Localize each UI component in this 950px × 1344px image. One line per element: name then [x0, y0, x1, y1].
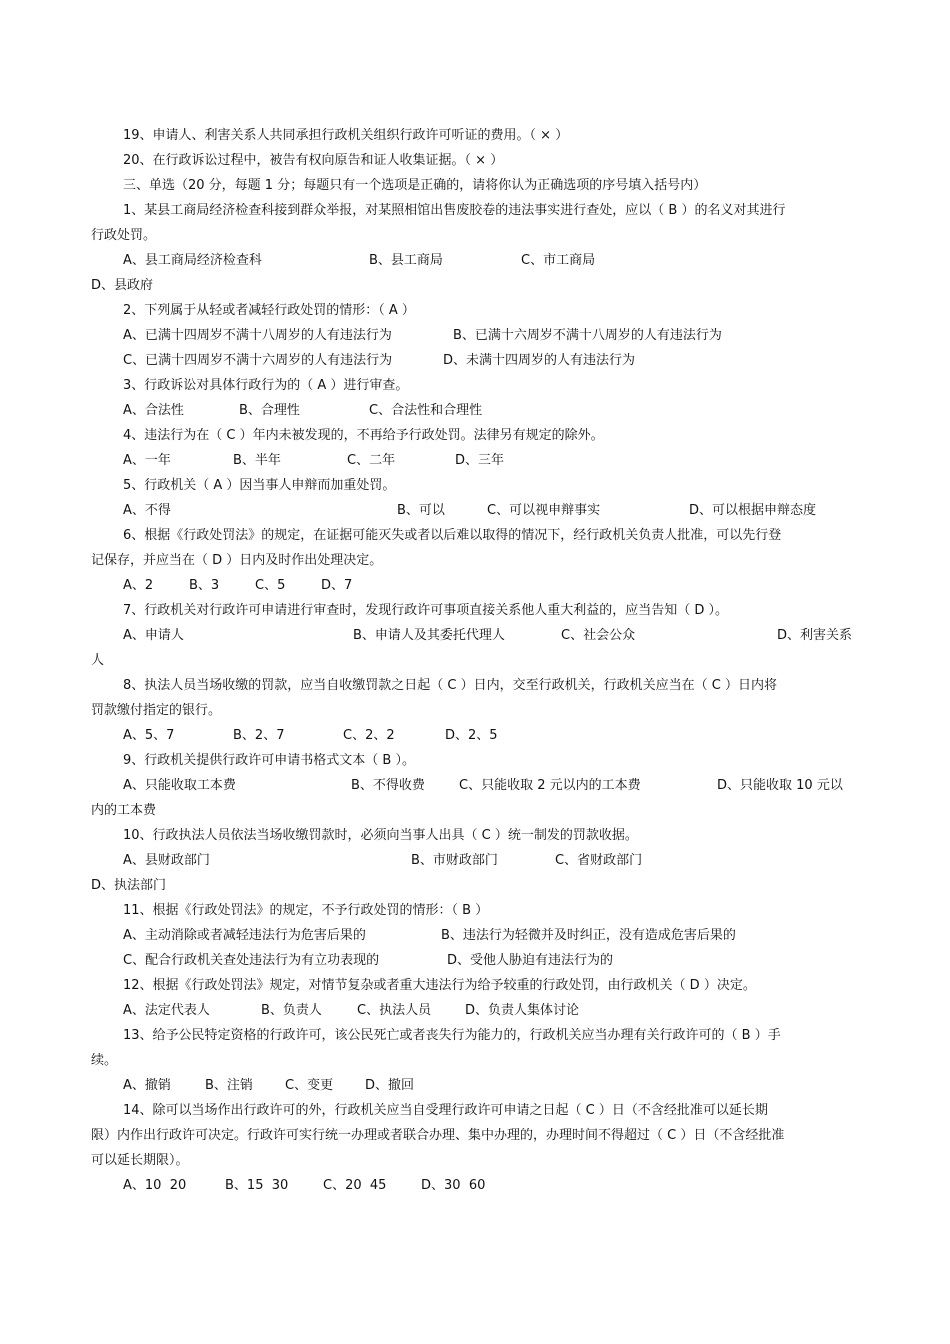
text-line: D、可以根据申辩态度	[689, 503, 817, 518]
text-line: 罚款缴付指定的银行。	[91, 703, 222, 718]
text-line: C、20 45	[323, 1178, 387, 1193]
text-line: A、已满十四周岁不满十八周岁的人有违法行为	[123, 328, 392, 343]
text-line: 2、下列属于从轻或者减轻行政处罚的情形：（ A ）	[123, 303, 415, 318]
text-line: A、县财政部门	[123, 853, 210, 868]
text-line: 9、行政机关提供行政许可申请书格式文本（ B ）。	[123, 753, 415, 768]
text-line: A、主动消除或者减轻违法行为危害后果的	[123, 928, 366, 943]
text-line: 可以延长期限）。	[91, 1153, 189, 1168]
text-line: 1、某县工商局经济检查科接到群众举报，对某照相馆出售废胶卷的违法事实进行查处，应以（ B ）的名义对其进行	[123, 203, 786, 218]
text-line: D、30 60	[421, 1178, 486, 1193]
text-line: B、申请人及其委托代理人	[353, 628, 505, 643]
text-line: C、配合行政机关查处违法行为有立功表现的	[123, 953, 380, 968]
text-line: B、可以	[397, 503, 445, 518]
text-line: A、申请人	[123, 628, 184, 643]
text-line: 10、行政执法人员依法当场收缴罚款时，必须向当事人出具（ C ）统一制发的罚款收据。	[123, 828, 638, 843]
text-line: D、利害关系	[777, 628, 853, 643]
text-line: A、10 20	[123, 1178, 187, 1193]
text-line: A、不得	[123, 503, 171, 518]
text-line: C、只能收取 2 元以内的工本费	[459, 778, 641, 793]
text-line: D、负责人集体讨论	[465, 1003, 580, 1018]
text-line: B、合理性	[239, 403, 300, 418]
text-line: B、市财政部门	[411, 853, 498, 868]
text-line: D、撤回	[365, 1078, 415, 1093]
text-line: 14、除可以当场作出行政许可的外，行政机关应当自受理行政许可申请之日起（ C ）日（不含经批准可以延长期	[123, 1103, 768, 1118]
text-line: 内的工本费	[91, 803, 157, 818]
text-line: 限）内作出行政许可决定。行政许可实行统一办理或者联合办理、集中办理的，办理时间不得超过（ C ）日（不含经批准	[91, 1128, 785, 1143]
text-line: 12、根据《行政处罚法》规定，对情节复杂或者重大违法行为给予较重的行政处罚，由行政机关（ D ）决定。	[123, 978, 756, 993]
text-line: 记保存，并应当在（ D ）日内及时作出处理决定。	[91, 553, 383, 568]
text-line: D、三年	[455, 453, 505, 468]
text-line: D、执法部门	[91, 878, 167, 893]
text-line: B、负责人	[261, 1003, 322, 1018]
text-line: A、县工商局经济检查科	[123, 253, 262, 268]
text-line: 三、单选（20 分，每题 1 分；每题只有一个选项是正确的，请将你认为正确选项的序号填入括号内）	[123, 178, 707, 193]
text-line: A、合法性	[123, 403, 184, 418]
text-line: D、县政府	[91, 278, 154, 293]
text-line: 人	[91, 653, 105, 668]
text-line: 行政处罚。	[91, 228, 157, 243]
text-line: D、受他人胁迫有违法行为的	[447, 953, 614, 968]
text-line: C、可以视申辩事实	[487, 503, 601, 518]
text-line: C、执法人员	[357, 1003, 432, 1018]
text-line: D、2、5	[445, 728, 498, 743]
text-line: B、已满十六周岁不满十八周岁的人有违法行为	[453, 328, 722, 343]
text-line: C、变更	[285, 1078, 334, 1093]
text-line: 续。	[91, 1053, 118, 1068]
text-line: C、市工商局	[521, 253, 596, 268]
text-line: 6、根据《行政处罚法》的规定，在证据可能灭失或者以后难以取得的情况下，经行政机关负责人批准，可以先行登	[123, 528, 782, 543]
text-line: 8、执法人员当场收缴的罚款，应当自收缴罚款之日起（ C ）日内，交至行政机关，行政机关应当在（ C ）日内将	[123, 678, 777, 693]
text-line: B、15 30	[225, 1178, 289, 1193]
text-line: D、7	[321, 578, 353, 593]
text-line: B、半年	[233, 453, 281, 468]
text-line: A、2	[123, 578, 154, 593]
text-line: A、5、7	[123, 728, 175, 743]
text-line: 11、根据《行政处罚法》的规定，不予行政处罚的情形：（ B ）	[123, 903, 489, 918]
text-line: 4、违法行为在（ C ）年内未被发现的，不再给予行政处罚。法律另有规定的除外。	[123, 428, 604, 443]
text-line: A、撤销	[123, 1078, 171, 1093]
text-line: A、一年	[123, 453, 171, 468]
text-line: B、不得收费	[351, 778, 425, 793]
text-line: 7、行政机关对行政许可申请进行审查时，发现行政许可事项直接关系他人重大利益的，应当告知（ D ）。	[123, 603, 729, 618]
text-line: B、3	[189, 578, 220, 593]
text-line: D、未满十四周岁的人有违法行为	[443, 353, 636, 368]
text-line: C、5	[255, 578, 286, 593]
text-line: C、省财政部门	[555, 853, 643, 868]
text-line: A、法定代表人	[123, 1003, 210, 1018]
text-line: 20、在行政诉讼过程中，被告有权向原告和证人收集证据。（ × ）	[123, 153, 504, 168]
text-line: A、只能收取工本费	[123, 778, 236, 793]
text-line: B、2、7	[233, 728, 285, 743]
text-line: C、社会公众	[561, 628, 636, 643]
text-line: B、注销	[205, 1078, 253, 1093]
text-line: C、合法性和合理性	[369, 403, 483, 418]
text-line: C、已满十四周岁不满十六周岁的人有违法行为	[123, 353, 393, 368]
text-line: C、二年	[347, 453, 396, 468]
text-line: B、违法行为轻微并及时纠正，没有造成危害后果的	[441, 928, 736, 943]
text-line: 5、行政机关（ A ）因当事人申辩而加重处罚。	[123, 478, 396, 493]
text-line: 3、行政诉讼对具体行政行为的（ A ）进行审查。	[123, 378, 409, 393]
text-line: 19、申请人、利害关系人共同承担行政机关组织行政许可听证的费用。（ × ）	[123, 128, 569, 143]
text-line: C、2、2	[343, 728, 395, 743]
text-line: 13、给予公民特定资格的行政许可，该公民死亡或者丧失行为能力的，行政机关应当办理有关行政许可的（ B ）手	[123, 1028, 781, 1043]
text-line: B、县工商局	[369, 253, 443, 268]
text-line: D、只能收取 10 元以	[717, 778, 843, 793]
